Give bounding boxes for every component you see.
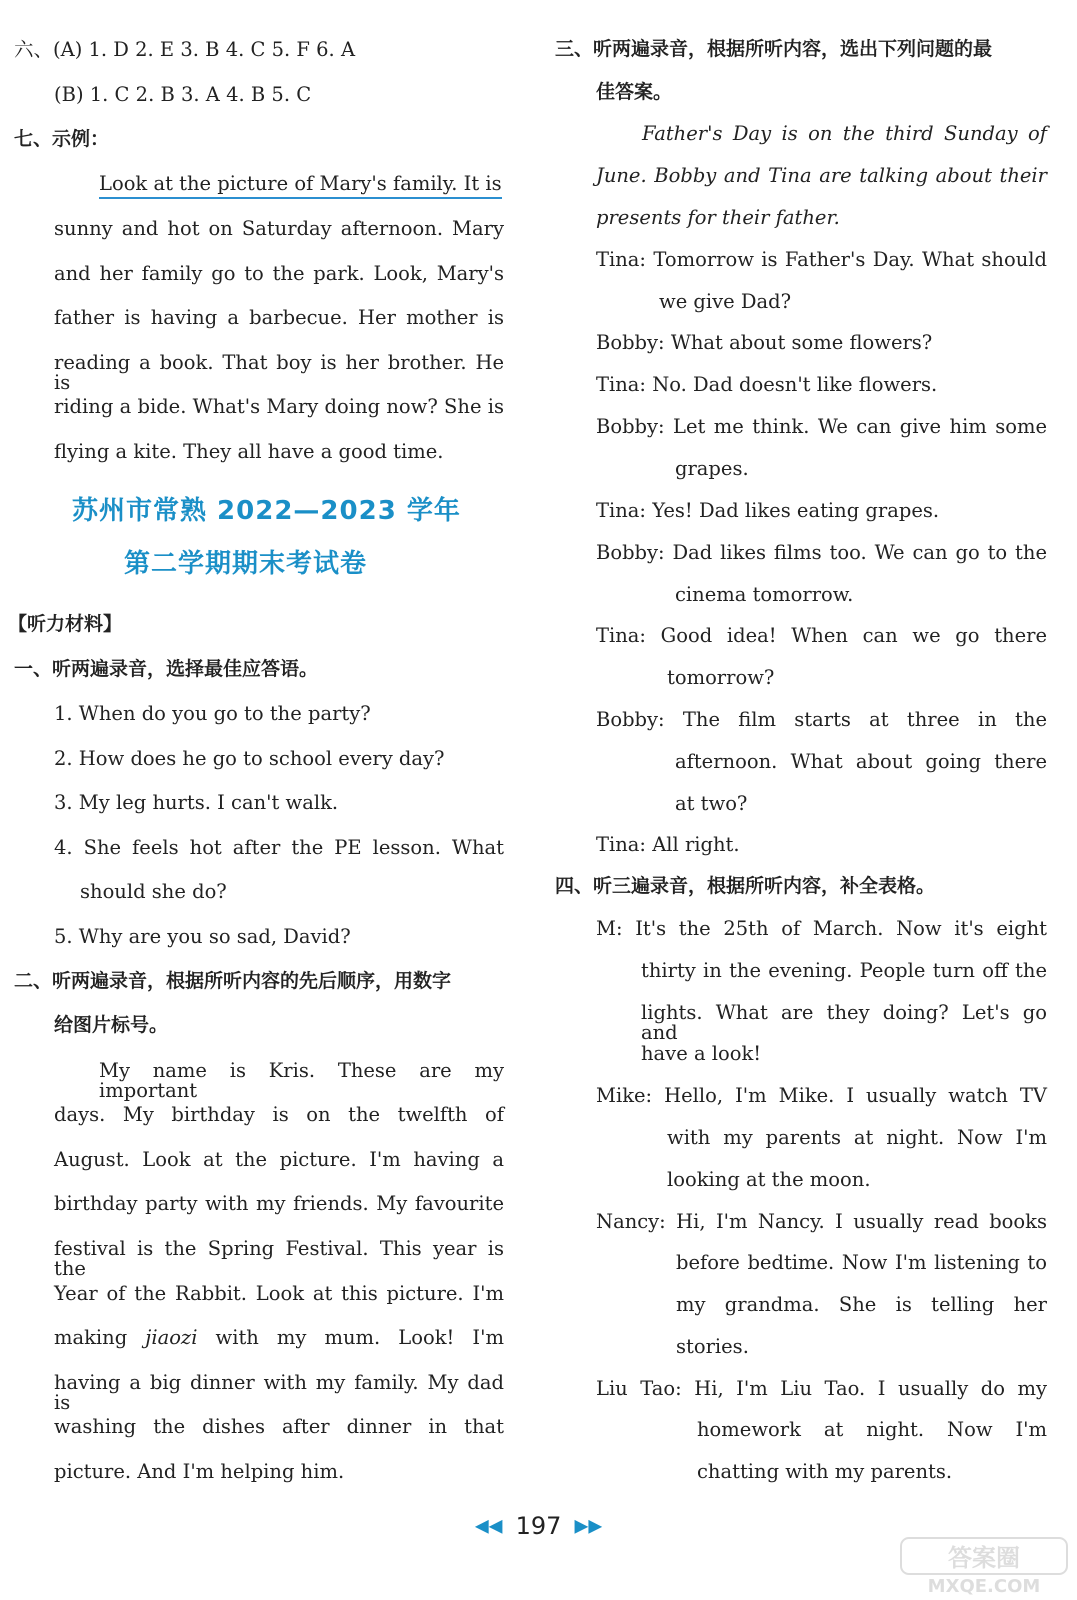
sec4-line: Mike: Hello, I'm Mike. I usually watch TV	[596, 1084, 1047, 1107]
dialog-line: Tina: No. Dad doesn't like flowers.	[596, 373, 938, 396]
passage-line: having a big dinner with my family. My dad is	[54, 1371, 504, 1414]
sec4-line-cont: chatting with my parents.	[697, 1460, 953, 1483]
question-item: 1. When do you go to the party?	[54, 702, 371, 725]
answer-row-six-b: (B) 1. C 2. B 3. A 4. B 5. C	[54, 83, 312, 106]
dialog-line: Bobby: The film starts at three in the	[596, 708, 1047, 731]
prev-arrows-icon: ◀◀	[474, 1515, 503, 1537]
section-two-heading: 二、听两遍录音，根据所听内容的先后顺序，用数字	[14, 970, 452, 992]
dialog-line-cont: we give Dad?	[659, 290, 792, 313]
dialog-line-cont: tomorrow?	[667, 666, 775, 689]
essay-line: riding a bide. What's Mary doing now? She is	[54, 395, 504, 418]
intro-line: June. Bobby and Tina are talking about their	[596, 164, 1047, 187]
dialog-line: Tina: All right.	[596, 833, 740, 856]
intro-line: presents for their father.	[596, 206, 840, 229]
dialog-line-cont: afternoon. What about going there	[675, 750, 1047, 773]
section-three-heading-cont: 佳答案。	[596, 81, 673, 103]
sec4-line-cont: with my parents at night. Now I'm	[667, 1126, 1047, 1149]
sec4-line: Liu Tao: Hi, I'm Liu Tao. I usually do my	[596, 1377, 1047, 1400]
essay-line: flying a kite. They all have a good time.	[54, 440, 444, 463]
passage-line: festival is the Spring Festival. This year is the	[54, 1237, 504, 1280]
question-item: 5. Why are you so sad, David?	[54, 925, 351, 948]
dialog-line: Bobby: What about some flowers?	[596, 331, 933, 354]
next-arrows-icon: ▶▶	[574, 1515, 603, 1537]
passage-line: days. My birthday is on the twelfth of	[54, 1103, 504, 1126]
exam-title-line-2: 第二学期期末考试卷	[124, 549, 368, 579]
sec4-line-cont: lights. What are they doing? Let's go and	[641, 1001, 1047, 1044]
answer-row-six-a: 六、(A) 1. D 2. E 3. B 4. C 5. F 6. A	[14, 38, 356, 61]
exam-title-line-1: 苏州市常熟 2022—2023 学年	[72, 496, 461, 526]
sec4-line-cont: stories.	[676, 1335, 749, 1358]
question-item: 2. How does he go to school every day?	[54, 747, 445, 770]
section-seven-heading: 七、示例：	[14, 128, 110, 150]
section-four-heading: 四、听三遍录音，根据所听内容，补全表格。	[555, 875, 936, 897]
sec4-line-cont: looking at the moon.	[667, 1168, 871, 1191]
essay-line: reading a book. That boy is her brother. He is	[54, 351, 504, 394]
passage-line: My name is Kris. These are my important	[99, 1059, 504, 1102]
listening-material-heading: 【听力材料】	[8, 613, 123, 635]
essay-line: and her family go to the park. Look, Mary's	[54, 262, 504, 285]
essay-line: father is having a barbecue. Her mother is	[54, 306, 504, 329]
sec4-line-cont: thirty in the evening. People turn off the	[641, 959, 1047, 982]
intro-line: Father's Day is on the third Sunday of	[642, 122, 1047, 145]
passage-line: picture. And I'm helping him.	[54, 1460, 345, 1483]
section-two-heading-cont: 给图片标号。	[54, 1014, 169, 1036]
dialog-line: Tina: Yes! Dad likes eating grapes.	[596, 499, 940, 522]
passage-line: Year of the Rabbit. Look at this picture. I'm	[54, 1282, 504, 1305]
passage-line: making jiaozi with my mum. Look! I'm	[54, 1326, 504, 1349]
essay-underlined-sentence: Look at the picture of Mary's family. It is	[99, 172, 502, 199]
question-item: 4. She feels hot after the PE lesson. What	[54, 836, 504, 859]
dialog-line: Bobby: Dad likes films too. We can go to the	[596, 541, 1047, 564]
passage-line: washing the dishes after dinner in that	[54, 1415, 504, 1438]
question-item-continued: should she do?	[80, 880, 227, 903]
watermark-logo	[899, 1536, 1069, 1596]
dialog-line: Tina: Good idea! When can we go there	[596, 624, 1047, 647]
sec4-line-cont: before bedtime. Now I'm listening to	[676, 1251, 1047, 1274]
dialog-line: Bobby: Let me think. We can give him some	[596, 415, 1047, 438]
dialog-line-cont: at two?	[675, 792, 748, 815]
watermark-text-bottom: MXQE.COM	[927, 1576, 1041, 1596]
question-item: 3. My leg hurts. I can't walk.	[54, 791, 339, 814]
essay-line-first	[99, 174, 502, 194]
essay-line: sunny and hot on Saturday afternoon. Mary	[54, 217, 504, 240]
section-one-heading: 一、听两遍录音，选择最佳应答语。	[14, 658, 319, 680]
sec4-line: M: It's the 25th of March. Now it's eight	[596, 917, 1047, 940]
section-three-heading: 三、听两遍录音，根据所听内容，选出下列问题的最	[555, 38, 993, 60]
dialog-line-cont: cinema tomorrow.	[675, 583, 854, 606]
passage-line: August. Look at the picture. I'm having a	[54, 1148, 504, 1171]
sec4-line-cont: have a look!	[641, 1042, 762, 1065]
sec4-line: Nancy: Hi, I'm Nancy. I usually read books	[596, 1210, 1047, 1233]
dialog-line-cont: grapes.	[675, 457, 749, 480]
sec4-line-cont: my grandma. She is telling her	[676, 1293, 1047, 1316]
page-number: 197	[515, 1512, 562, 1540]
passage-line: birthday party with my friends. My favourite	[54, 1192, 504, 1215]
watermark-text-top: 答案圈	[948, 1544, 1020, 1572]
dialog-line: Tina: Tomorrow is Father's Day. What should	[596, 248, 1047, 271]
sec4-line-cont: homework at night. Now I'm	[697, 1418, 1047, 1441]
